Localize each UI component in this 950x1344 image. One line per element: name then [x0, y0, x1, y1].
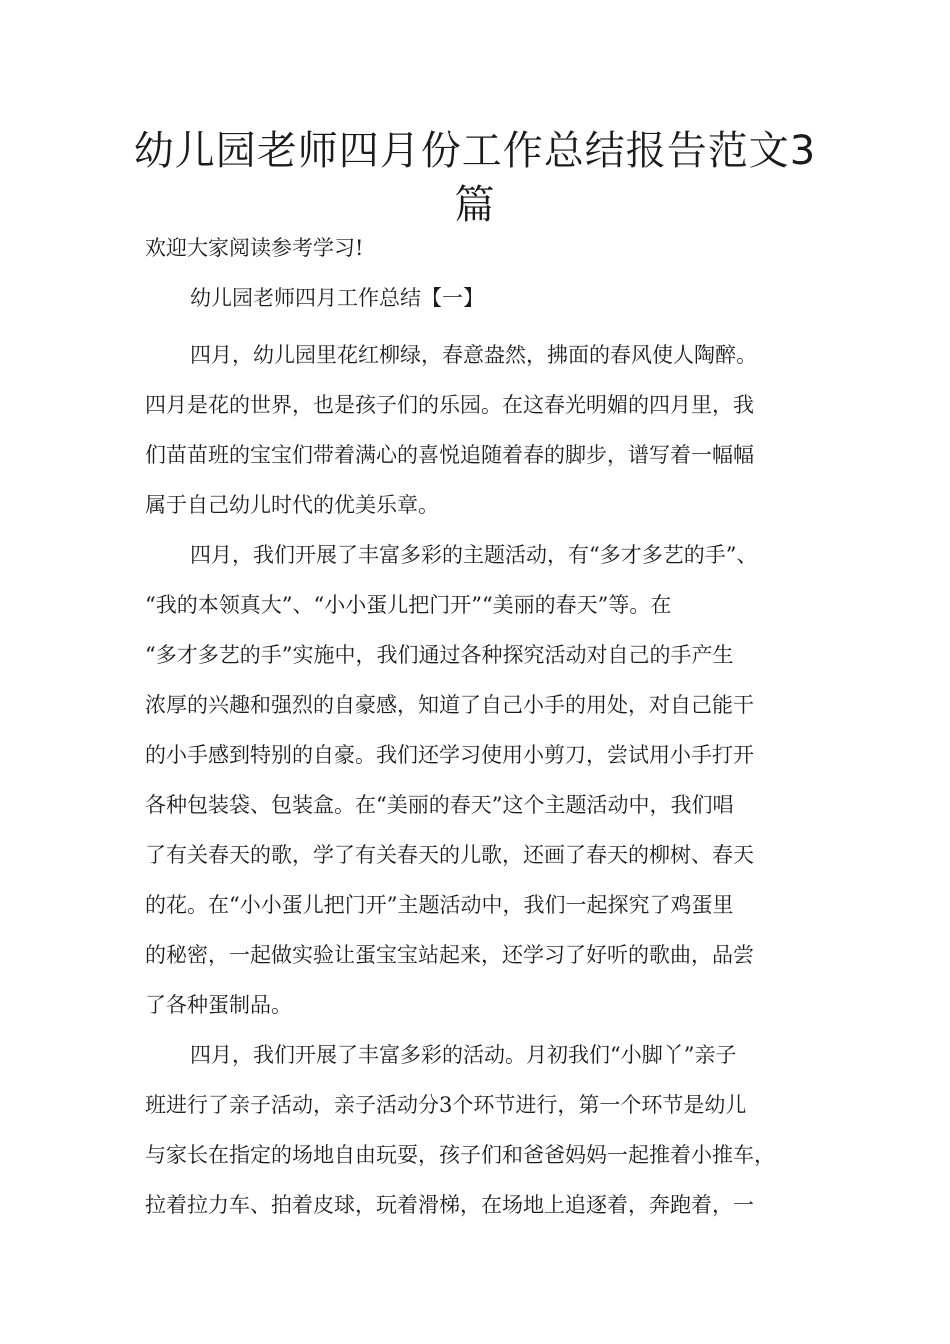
paragraph-line: 的秘密，一起做实验让蛋宝宝站起来，还学习了好听的歌曲，品尝 — [145, 943, 754, 967]
paragraph-line: 拉着拉力车、拍着皮球，玩着滑梯，在场地上追逐着，奔跑着，一 — [145, 1193, 754, 1217]
paragraph-line: 各种包装袋、包装盒。在“美丽的春天”这个主题活动中，我们唱 — [145, 793, 734, 817]
paragraph-1 — [145, 330, 825, 530]
paragraph-3 — [145, 1030, 825, 1230]
title-line-2: 篇 — [454, 182, 496, 228]
paragraph-line: 与家长在指定的场地自由玩耍，孩子们和爸爸妈妈一起推着小推车， — [145, 1143, 775, 1167]
paragraph-line: 四月是花的世界，也是孩子们的乐园。在这春光明媚的四月里，我 — [145, 393, 754, 417]
paragraph-line: 四月，幼儿园里花红柳绿，春意盎然，拂面的春风使人陶醉。 — [190, 343, 757, 367]
paragraph-line: 的花。在“小小蛋儿把门开”主题活动中，我们一起探究了鸡蛋里 — [145, 893, 734, 917]
paragraph-line: 了有关春天的歌，学了有关春天的儿歌，还画了春天的柳树、春天 — [145, 843, 754, 867]
paragraph-line: 班进行了亲子活动，亲子活动分3个环节进行，第一个环节是幼儿 — [145, 1093, 747, 1117]
section-heading: 幼儿园老师四月工作总结【一】 — [190, 286, 484, 310]
intro-text: 欢迎大家阅读参考学习! — [145, 236, 364, 260]
paragraph-line: “多才多艺的手”实施中，我们通过各种探究活动对自己的手产生 — [145, 643, 734, 667]
paragraph-line: “我的本领真大”、“小小蛋儿把门开”“美丽的春天”等。在 — [145, 593, 672, 617]
title-line-1: 幼儿园老师四月份工作总结报告范文3 — [133, 128, 817, 174]
body-text — [145, 330, 825, 1230]
paragraph-line: 四月，我们开展了丰富多彩的主题活动，有“多才多艺的手”、 — [190, 543, 758, 567]
paragraph-line: 浓厚的兴趣和强烈的自豪感，知道了自己小手的用处，对自己能干 — [145, 693, 754, 717]
paragraph-line: 们苗苗班的宝宝们带着满心的喜悦追随着春的脚步，谱写着一幅幅 — [145, 443, 754, 467]
paragraph-line: 的小手感到特别的自豪。我们还学习使用小剪刀，尝试用小手打开 — [145, 743, 754, 767]
paragraph-2 — [145, 530, 825, 1030]
document-title — [120, 124, 830, 232]
paragraph-line: 了各种蛋制品。 — [145, 993, 292, 1017]
paragraph-line: 属于自己幼儿时代的优美乐章。 — [145, 493, 439, 517]
paragraph-line: 四月，我们开展了丰富多彩的活动。月初我们“小脚丫”亲子 — [190, 1043, 737, 1067]
